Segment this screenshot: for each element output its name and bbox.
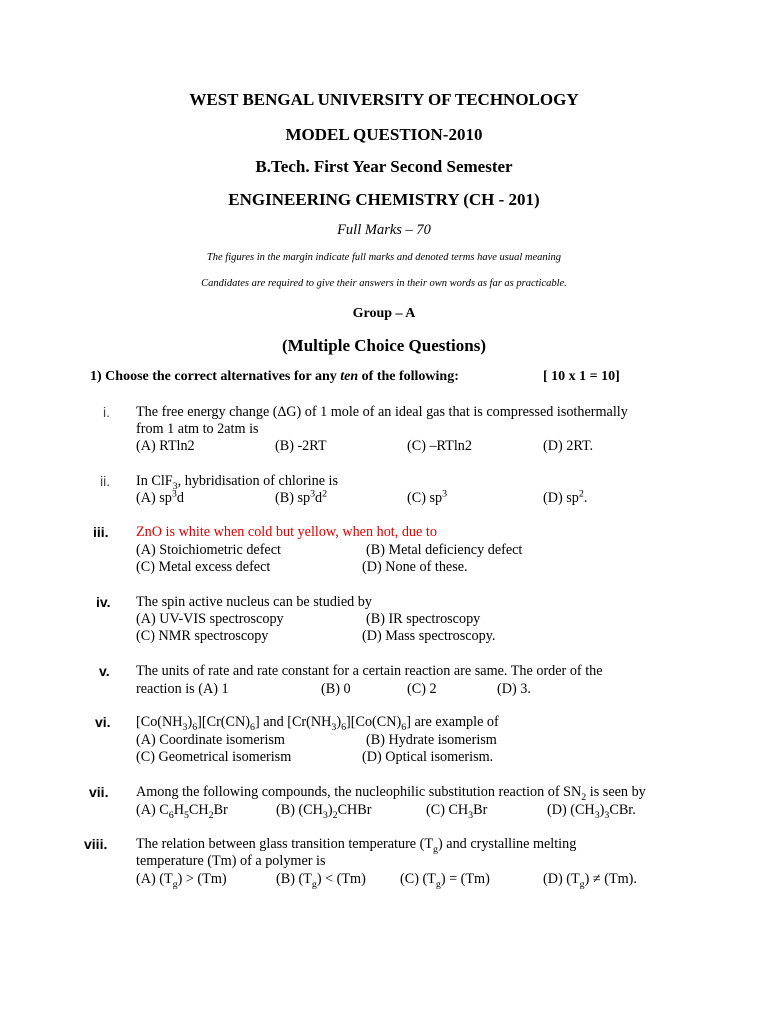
option-a: (A) RTln2: [136, 438, 195, 454]
option-b: (B) Hydrate isomerism: [366, 732, 497, 748]
question-stem: The free energy change (∆G) of 1 mole of an ideal gas that is compressed isothermally: [136, 404, 628, 420]
option-d: (D) $(T_g) \ne (Tm)$.: [543, 871, 637, 890]
option-a: (A) $C_6H_5CH_2Br$: [136, 802, 228, 821]
option-d: (D) Mass spectroscopy.: [362, 628, 496, 644]
question-number: iii.: [93, 524, 109, 540]
option-b: (B) $(CH_3)_2CHBr$: [276, 802, 372, 821]
option-d: (D) None of these.: [362, 559, 468, 575]
option-d: (D) $(CH_3)_3CBr$.: [547, 802, 636, 821]
question-number: iv.: [96, 594, 111, 610]
option-a: (A) Stoichiometric defect: [136, 542, 281, 558]
option-a: (A) $(T_g) > (Tm)$: [136, 871, 227, 890]
question-number: v.: [99, 663, 110, 679]
instruction-number: 1): [90, 369, 102, 384]
option-c: (C) 2: [407, 681, 437, 697]
option-c: (C) $CH_3Br$: [426, 802, 488, 821]
option-d: (D) Optical isomerism.: [362, 749, 494, 765]
question-number: vi.: [95, 714, 111, 730]
exam-title: MODEL QUESTION-2010: [285, 125, 483, 144]
option-b: (B) -2RT: [275, 438, 327, 454]
option-c: (C) $sp^3$: [407, 488, 448, 506]
instruction-emph: ten: [340, 369, 359, 384]
option-a: (A) Coordinate isomerism: [136, 732, 285, 748]
option-a: (A) $sp^3d$: [136, 488, 184, 506]
option-b: (B) Metal deficiency defect: [366, 542, 523, 558]
option-b: (B) 0: [321, 681, 351, 697]
subject-title: ENGINEERING CHEMISTRY (CH - 201): [228, 190, 540, 209]
option-d: (D) 2RT.: [543, 438, 594, 454]
question-stem: The spin active nucleus can be studied by: [136, 594, 372, 610]
note-figures: The figures in the margin indicate full marks and denoted terms have usual meaning: [206, 252, 562, 263]
question-stem: ZnO is white when cold but yellow, when hot, due to: [136, 524, 437, 540]
option-c: (C) NMR spectroscopy: [136, 628, 269, 644]
question-number: ii.: [100, 473, 111, 489]
question-number: viii.: [84, 836, 108, 852]
question-stem-cont: from 1 atm to 2atm is: [136, 421, 259, 437]
full-marks: Full Marks – 70: [337, 222, 431, 238]
instruction-marks: [ 10 x 1 = 10]: [543, 369, 620, 384]
course-title: B.Tech. First Year Second Semester: [255, 157, 513, 176]
question-stem-cont: temperature (Tm) of a polymer is: [136, 853, 326, 869]
option-c: (C) Metal excess defect: [136, 559, 271, 575]
question-stem: $[Co(NH_3)_6][Cr(CN)_6]$ and $[Cr(NH_3)_6][Co(CN)_6]$ are example of: [136, 714, 499, 733]
question-stem: Among the following compounds, the nucleophilic substitution reaction of $SN_2$ is seen by: [136, 784, 646, 803]
note-candidates: Candidates are required to give their answers in their own words as far as practicable.: [201, 278, 567, 289]
question-stem: The units of rate and rate constant for a certain reaction are same. The order of the: [136, 663, 603, 679]
option-b: (B) $(T_g) < (Tm)$: [276, 871, 366, 890]
option-a: reaction is (A) 1: [136, 681, 229, 697]
instruction: [90, 369, 459, 385]
question-number: i.: [103, 404, 110, 420]
option-c: (C) –RTln2: [407, 438, 472, 454]
option-c: (C) Geometrical isomerism: [136, 749, 292, 765]
option-b: (B) $sp^3d^2$: [275, 488, 328, 506]
group-subtitle: (Multiple Choice Questions): [282, 336, 486, 355]
option-d: (D) 3.: [497, 681, 531, 697]
option-c: (C) $(T_g) = (Tm)$: [400, 871, 490, 890]
option-b: (B) IR spectroscopy: [366, 611, 481, 627]
university-title: WEST BENGAL UNIVERSITY OF TECHNOLOGY: [189, 90, 579, 109]
option-a: (A) UV-VIS spectroscopy: [136, 611, 284, 627]
question-stem: In ClF$_3$, hybridisation of chlorine is: [136, 473, 339, 492]
option-d: (D) $sp^2$.: [543, 488, 588, 506]
group-title: Group – A: [352, 306, 416, 321]
question-stem: The relation between glass transition temperature $(T_g)$ and crystalline melting: [136, 836, 577, 855]
instruction-text: Choose the correct alternatives for any ten of the following:: [105, 369, 459, 384]
question-number: vii.: [89, 784, 109, 800]
